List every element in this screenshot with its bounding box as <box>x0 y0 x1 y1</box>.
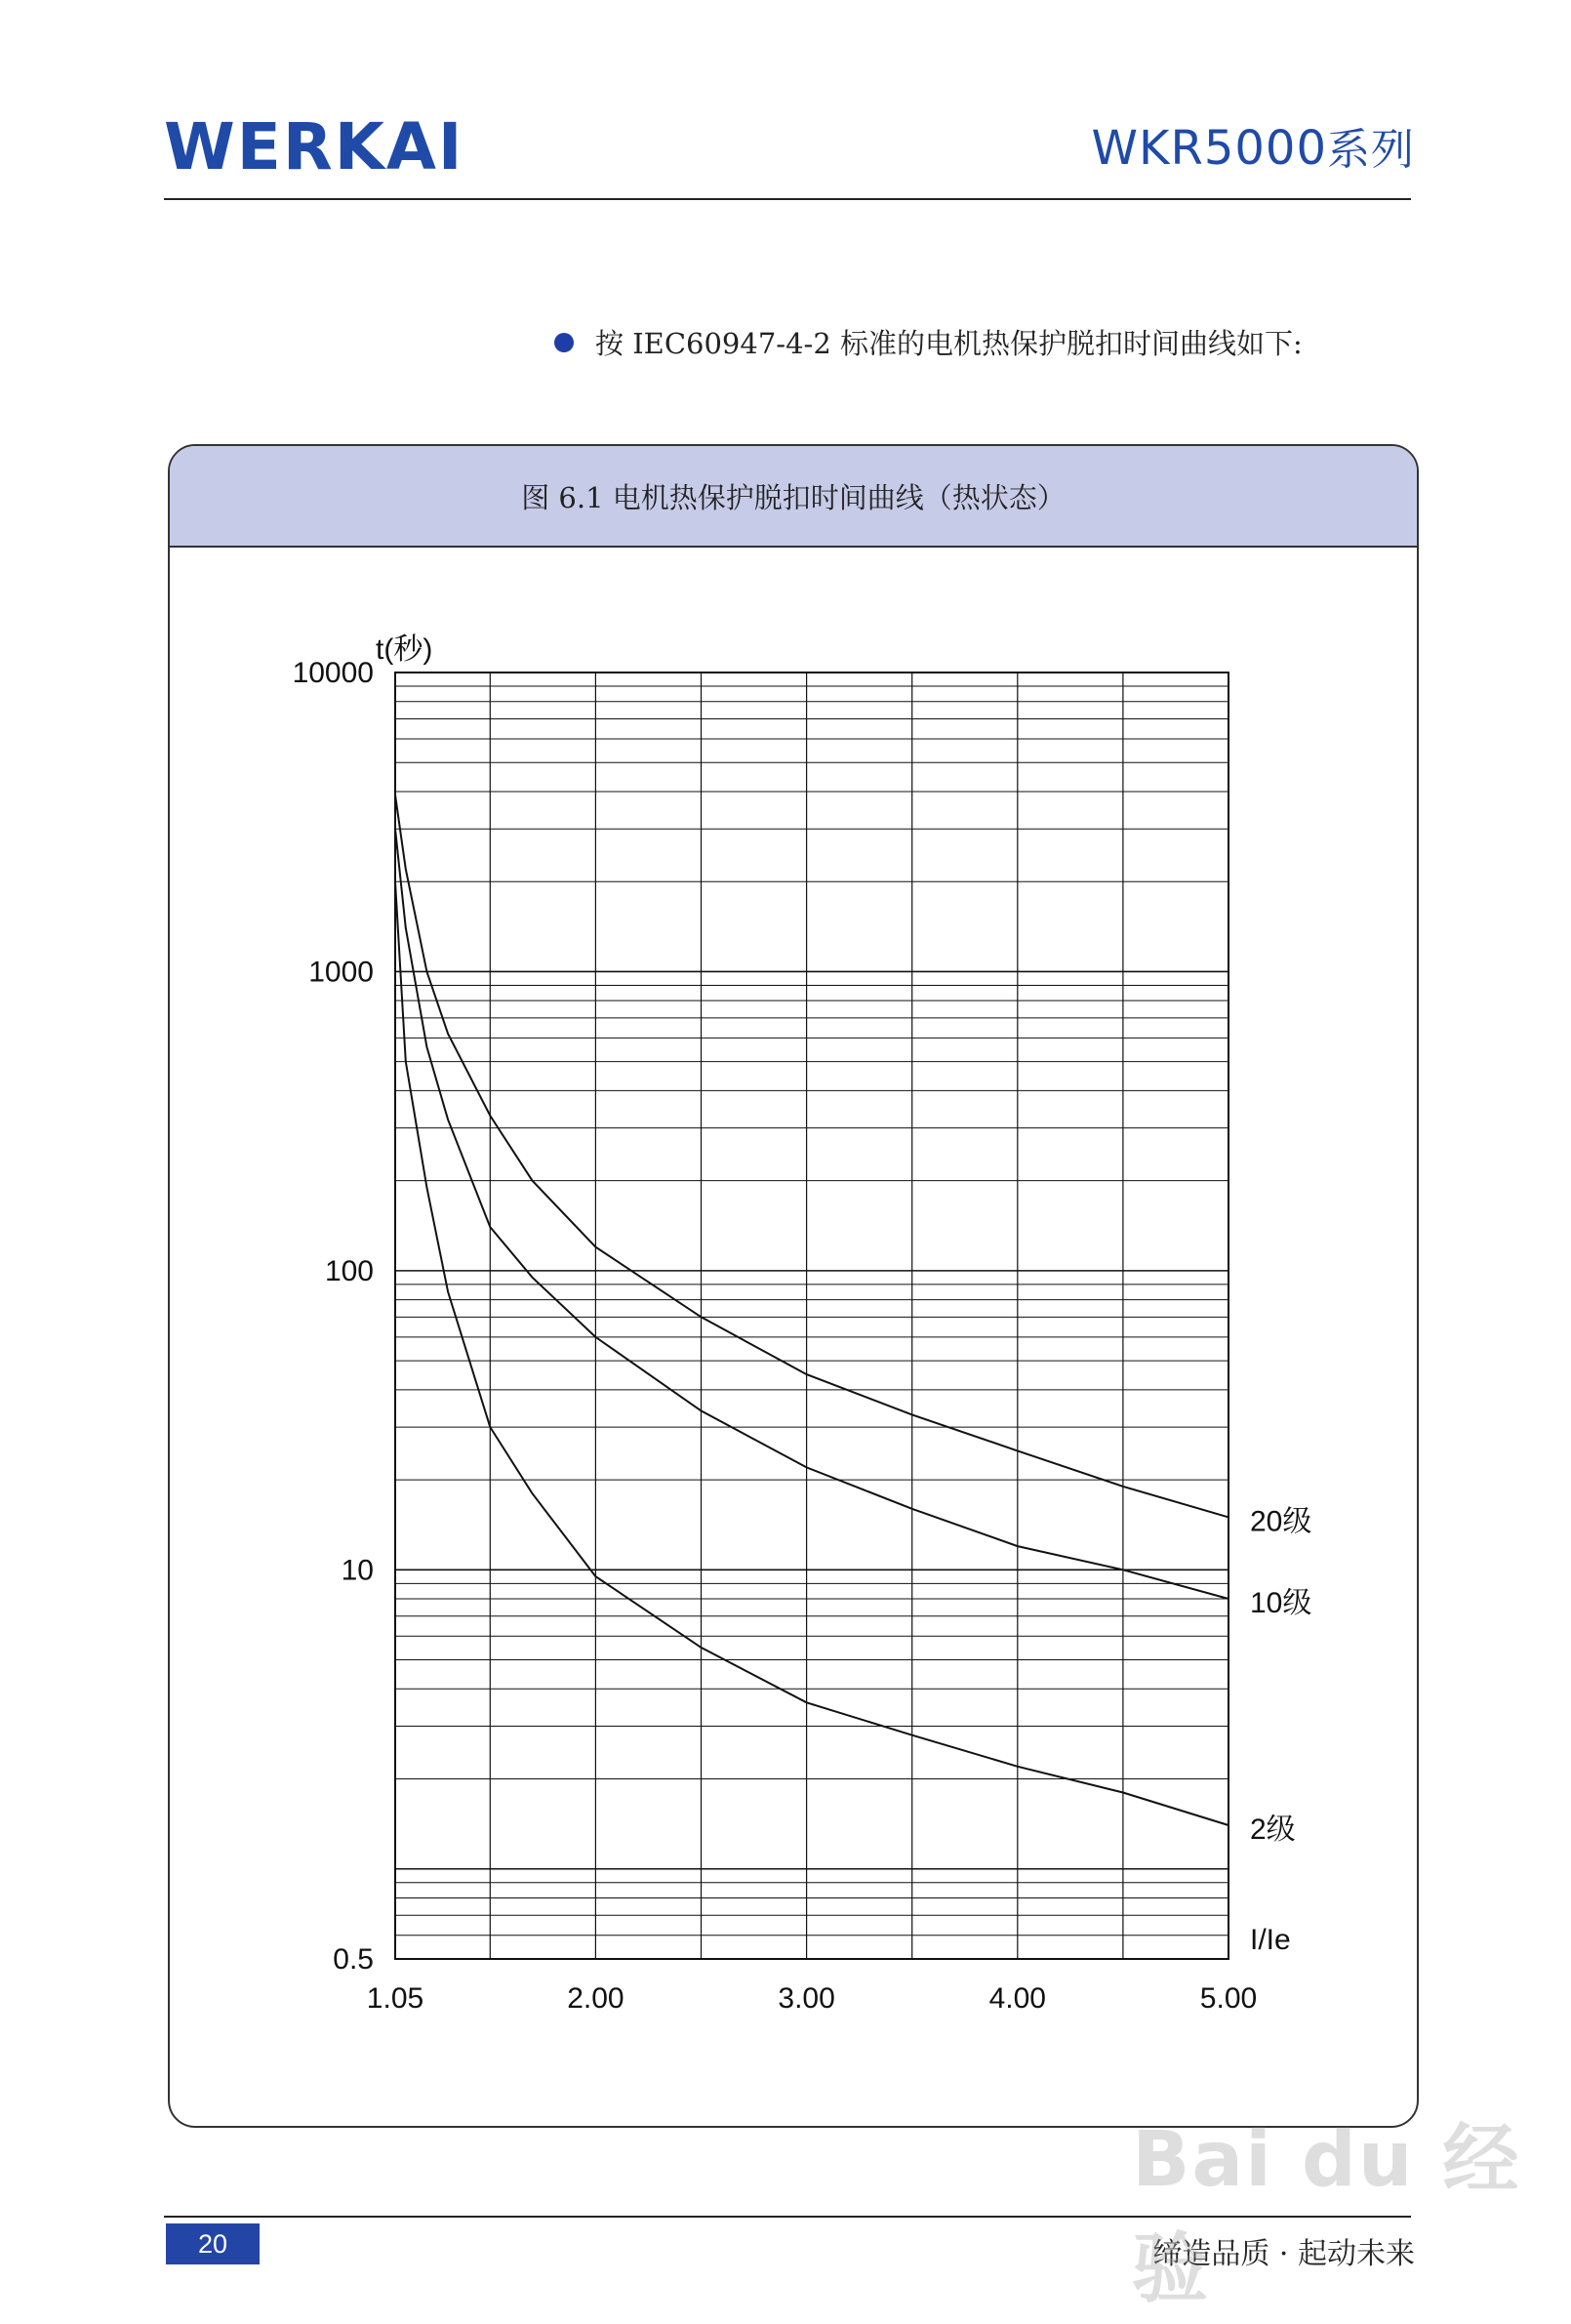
series-label: 2级 <box>1250 1813 1296 1846</box>
y-tick-label: 0.5 <box>333 1943 374 1976</box>
intro-line <box>554 322 1303 362</box>
y-tick-label: 10000 <box>292 657 374 689</box>
y-tick-label: 100 <box>324 1254 374 1287</box>
series-curve <box>395 795 1229 1517</box>
x-tick-label: 3.00 <box>778 1982 835 2015</box>
x-tick-label: 4.00 <box>988 1982 1046 2015</box>
x-tick-label: 5.00 <box>1199 1982 1258 2015</box>
series-code: WKR5000 <box>1091 121 1327 176</box>
y-tick-label: 10 <box>341 1554 374 1587</box>
chart-panel <box>168 444 1419 2128</box>
intro-text: 按 IEC60947-4-2 标准的电机热保护脱扣时间曲线如下: <box>595 327 1303 360</box>
y-tick-label: 1000 <box>308 956 374 989</box>
series-label: 10级 <box>1250 1587 1312 1620</box>
trip-curve-chart <box>170 548 1419 2109</box>
header-divider <box>164 198 1411 200</box>
series-curve <box>395 881 1229 1825</box>
x-tick-label: 1.05 <box>366 1982 424 2015</box>
footer-divider <box>164 2216 1411 2218</box>
series-curve <box>395 829 1229 1599</box>
baidu-watermark: Bai du 经验 <box>1132 2116 1521 2313</box>
series-label: 20级 <box>1250 1505 1312 1538</box>
brand-logo: WERKAI <box>164 109 464 184</box>
x-tick-label: 2.00 <box>567 1982 624 2015</box>
footer-slogan: 缔造品质 · 起动未来 <box>1152 2237 1415 2271</box>
bullet-icon <box>554 333 574 352</box>
page-number: 20 <box>166 2223 260 2264</box>
series-suffix: 系列 <box>1327 125 1415 175</box>
chart-panel-title: 图 6.1 电机热保护脱扣时间曲线（热状态） <box>170 446 1417 548</box>
y-axis-label: t(秒) <box>376 633 433 666</box>
x-axis-label: I/Ie <box>1250 1924 1291 1956</box>
plot-frame <box>395 673 1229 1959</box>
series-title <box>1091 121 1415 176</box>
